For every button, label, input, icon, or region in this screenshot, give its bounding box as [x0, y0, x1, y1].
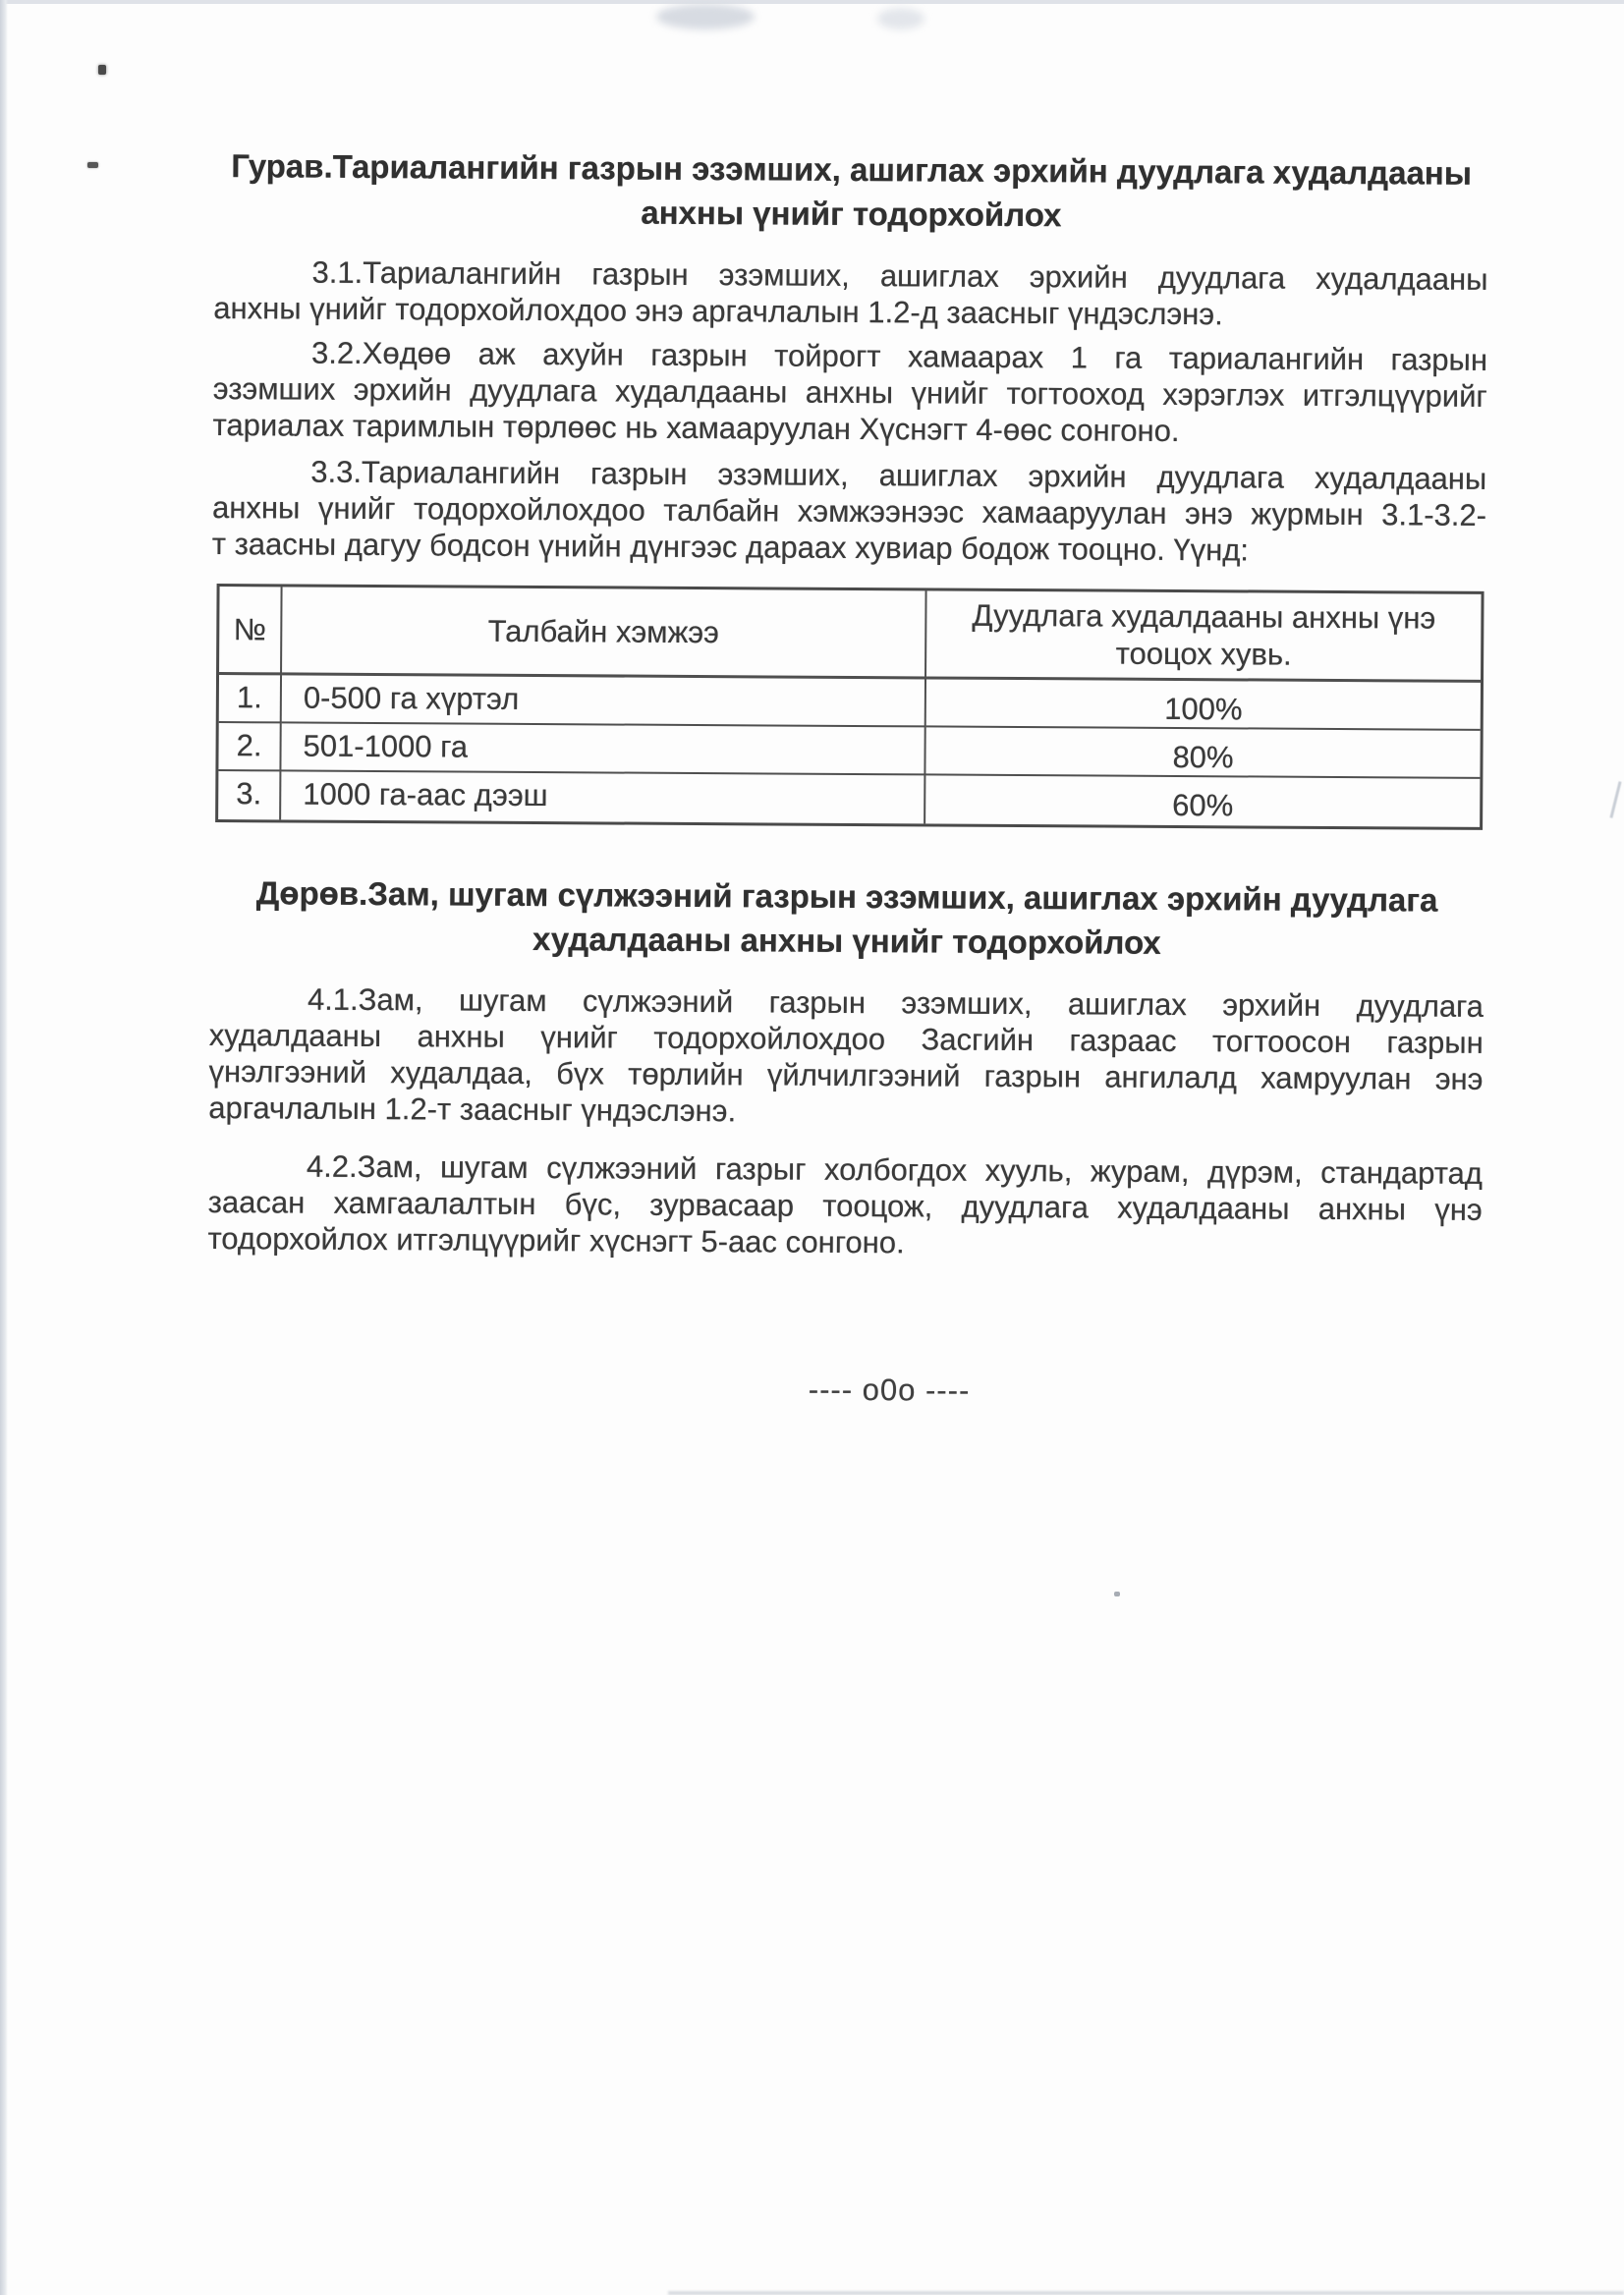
table-row3-no: 3. — [218, 771, 281, 819]
section3-heading-line2: анхны үнийг тодорхойлох — [641, 194, 1062, 234]
paragraph-4-2 — [207, 1148, 1483, 1264]
scan-speck — [1114, 1592, 1120, 1596]
paragraph-3-2-line: тариалах таримлын төрлөөс нь хамааруулан Хүснэгт 4-өөс сонгоно. — [212, 407, 1180, 449]
paragraph-4-2-line: заасан хамгаалалтын бүс, зурвасаар тооцож, дуудлага худалдааны анхны үнэ — [207, 1184, 1483, 1227]
table-header-price-line2: тооцох хувь. — [1115, 636, 1292, 672]
paragraph-3-3-line: 3.3.Тариалангийн газрын эзэмших, ашиглах эрхийн дуудлага худалдааны — [310, 454, 1487, 496]
paragraph-4-1-line: 4.1.Зам, шугам сүлжээний газрын эзэмших, ашиглах эрхийн дуудлага — [307, 981, 1484, 1024]
scan-speck — [87, 162, 98, 168]
document-content — [206, 0, 1489, 1412]
paragraph-3-3-line: т заасны дагуу бодсон үнийн дүнгээс дараах хувиар бодож тооцно. Үүнд: — [211, 526, 1250, 568]
table-row2-percent: 80% — [925, 727, 1480, 778]
table-row1-percent: 100% — [926, 679, 1481, 730]
section4-heading-line2: худалдааны анхны үнийг тодорхойлох — [532, 920, 1161, 961]
paragraph-4-1-line: худалдааны анхны үнийг тодорхойлохдоо Засгийн газраас тогтоосон газрын — [208, 1017, 1484, 1060]
scan-speck — [1609, 781, 1621, 818]
section3-heading-line1: Гурав.Тариалангийн газрын эзэмших, ашиглах эрхийн дуудлага худалдааны — [231, 147, 1473, 192]
paragraph-3-2-line: 3.2.Хөдөө аж ахуйн газрын тойрогт хамаарах 1 га тариалангийн газрын — [310, 335, 1488, 377]
scan-edge-bottom — [668, 2291, 1624, 2295]
paragraph-4-2-line: тодорхойлох итгэлцүүрийг хүснэгт 5-аас сонгоно. — [207, 1220, 905, 1260]
paragraph-3-1-line: 3.1.Тариалангийн газрын эзэмших, ашиглах эрхийн дуудлага худалдааны — [311, 254, 1488, 297]
table-header-price — [926, 590, 1482, 682]
scan-edge-left — [0, 0, 8, 2295]
paragraph-4-1-line: аргачлалын 1.2-т заасныг үндэслэнэ. — [208, 1090, 737, 1129]
document-end-mark: ---- о0о ---- — [808, 1371, 971, 1408]
paragraph-3-1 — [213, 253, 1487, 334]
paragraph-3-3 — [212, 453, 1487, 570]
section4-heading-line1: Дөрөв.Зам, шугам сүлжээний газрын эзэмших, ашиглах эрхийн дуудлага — [255, 874, 1438, 919]
paragraph-3-1-line: анхны үнийг тодорхойлохдоо энэ аргачлалын 1.2-д заасныг үндэслэнэ. — [213, 290, 1223, 332]
table-header-area: Талбайн хэмжээ — [282, 587, 927, 679]
paragraph-4-1-line: үнэлгээний худалдаа, бүх төрлийн үйлчилгээний газрын ангилалд хамруулан энэ — [208, 1053, 1484, 1096]
paragraph-3-2 — [212, 334, 1487, 451]
table-row2-area: 501-1000 га — [281, 723, 925, 775]
paragraph-3-3-line: анхны үнийг тодорхойлохдоо талбайн хэмжээнээс хамааруулан энэ журмын 3.1-3.2- — [211, 489, 1487, 532]
paragraph-3-2-line: эзэмших эрхийн дуудлага худалдааны анхны үнийг тогтооход хэрэглэх итгэлцүүрийг — [212, 370, 1487, 414]
initial-price-percentage-table — [215, 584, 1484, 830]
section3-heading — [214, 0, 1489, 240]
scan-speck — [98, 65, 106, 75]
table-row2-no: 2. — [218, 723, 281, 771]
section4-heading — [209, 870, 1484, 967]
table-row1-no: 1. — [219, 675, 282, 723]
paragraph-4-2-line: 4.2.Зам, шугам сүлжээний газрыг холбогдох хууль, журам, дүрэм, стандартад — [306, 1148, 1484, 1191]
table-header-price-line1: Дуудлага худалдааны анхны үнэ — [972, 597, 1436, 636]
table-row1-area: 0-500 га хүртэл — [282, 675, 926, 727]
table-row3-area: 1000 га-аас дээш — [281, 771, 925, 823]
table-header-no: № — [219, 587, 283, 675]
paragraph-4-1 — [208, 980, 1484, 1134]
table-row3-percent: 60% — [1172, 787, 1234, 823]
